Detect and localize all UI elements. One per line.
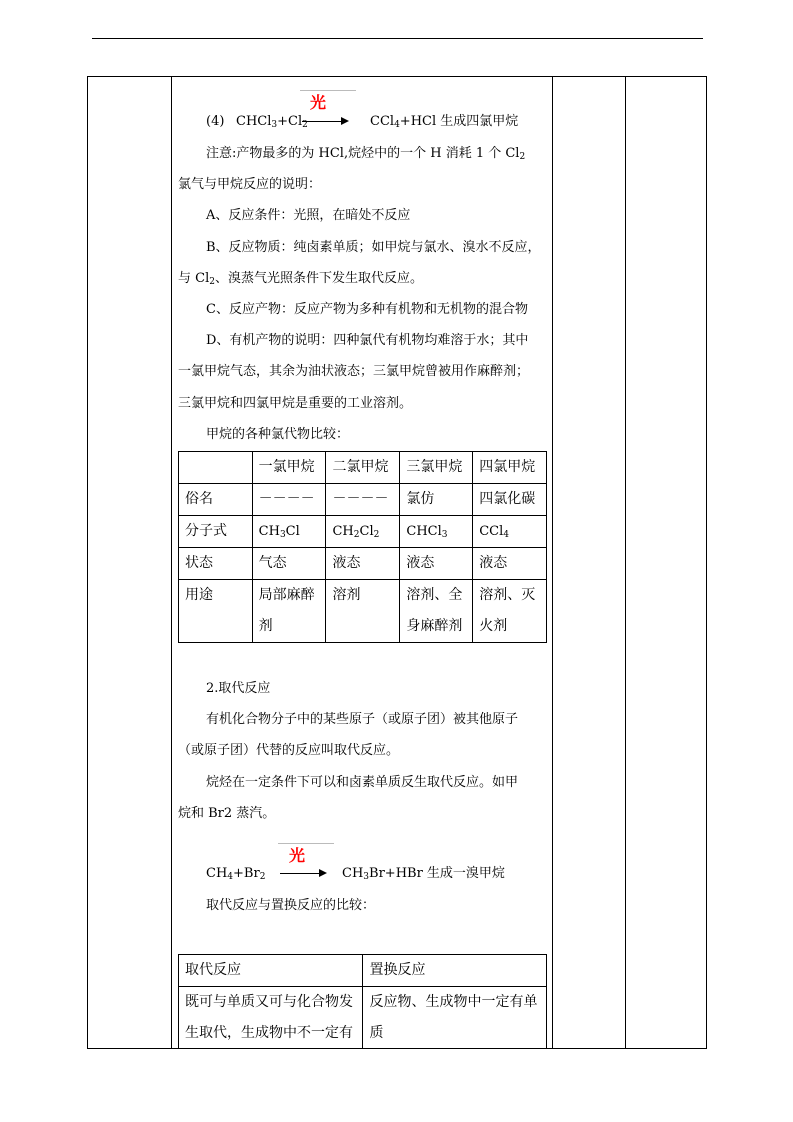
reaction-4-products: CCl$_4$+HCl 生成四氯甲烷: [370, 114, 519, 130]
compare2-title: 取代反应与置换反应的比较：: [206, 898, 376, 913]
table-header-cell: 置换反应: [363, 955, 547, 987]
table-cell: 分子式: [179, 516, 253, 548]
compare2-table-clip: [178, 954, 547, 1049]
arrow-top-rule: [300, 90, 356, 91]
explain-b-line1: B、反应物质：纯卤素单质；如甲烷与氯水、溴水不反应，: [206, 240, 541, 255]
reaction-arrow-shaft: [280, 873, 320, 874]
chloromethane-table: [178, 451, 547, 643]
table-row: [179, 987, 547, 1050]
compare2-left-line2: 生取代，生成物中不一定有: [185, 1025, 353, 1041]
table-cell: 气态: [252, 548, 326, 580]
compare2-table: [178, 954, 547, 1049]
table-cell: CCl$_4$: [473, 516, 547, 548]
table-cell: 俗名: [179, 484, 253, 516]
table-cell: [363, 987, 547, 1050]
table-row: [179, 580, 547, 643]
table-cell: 液态: [400, 548, 473, 580]
table-cell: 四氯化碳: [473, 484, 547, 516]
compare2-right-line1: 反应物、生成物中一定有单: [369, 994, 538, 1010]
explain-b-line2: 与 $Cl_2$、溴蒸气光照条件下发生取代反应。: [178, 271, 423, 287]
table-cell: －－－－: [326, 484, 400, 516]
table-row: [179, 516, 547, 548]
table-cell: 液态: [473, 548, 547, 580]
table-cell: 溶剂、全身麻醉剂: [400, 580, 473, 643]
column-divider-1: [171, 76, 172, 1049]
table-header-row: [179, 955, 547, 987]
table-cell: 溶剂: [326, 580, 400, 643]
explain-d-line1: D、有机产物的说明：四种氯代有机物均难溶于水；其中: [206, 333, 529, 348]
table-cell: $CH_3Cl$: [252, 516, 326, 548]
arrow-top-rule: [278, 843, 334, 844]
reaction-arrow-icon: [319, 869, 327, 877]
table-header-cell: [179, 452, 253, 484]
table-row: [179, 548, 547, 580]
compare2-left-line1: 既可与单质又可与化合物发: [185, 994, 353, 1010]
table-cell: －－－－: [252, 484, 326, 516]
table-cell: CHCl$_3$: [400, 516, 473, 548]
table-cell: 用途: [179, 580, 253, 643]
reaction-arrow-shaft: [302, 121, 342, 122]
chloro-compare-title: 甲烷的各种氯代物比较：: [206, 427, 350, 442]
table-cell: $CH_2Cl_2$: [326, 516, 400, 548]
table-header-cell: 取代反应: [179, 955, 363, 987]
reaction-4-reactants: $CHCl_3+Cl_2$: [236, 114, 308, 130]
column-divider-3: [625, 76, 626, 1049]
header-rule: [92, 38, 703, 39]
explain-c: C、反应产物：反应产物为多种有机物和无机物的混合物: [206, 302, 528, 317]
table-header-cell: 二氯甲烷: [326, 452, 400, 484]
table-row: [179, 484, 547, 516]
column-divider-2: [552, 76, 553, 1049]
light-condition-label: 光: [310, 93, 327, 112]
reaction-arrow-icon: [341, 117, 349, 125]
alkane-para-line1: 烷烃在一定条件下可以和卤素单质反生取代反应。如甲: [206, 775, 519, 790]
table-cell: [179, 987, 363, 1050]
table-header-cell: 一氯甲烷: [252, 452, 326, 484]
note-text: 注意:产物最多的为 HCl,烷烃中的一个 H 消耗 1 个 $Cl_2$: [206, 146, 526, 162]
table-header-row: [179, 452, 547, 484]
explain-d-line3: 三氯甲烷和四氯甲烷是重要的工业溶剂。: [178, 396, 413, 411]
explain-d-line2: 一氯甲烷气态，其余为油状液态；三氯甲烷曾被用作麻醉剂；: [178, 364, 530, 379]
table-cell: 局部麻醉剂: [252, 580, 326, 643]
reaction-4-prefix: (4): [206, 114, 225, 129]
table-cell: 状态: [179, 548, 253, 580]
substitution-def-line1: 有机化合物分子中的某些原子（或原子团）被其他原子: [206, 712, 519, 727]
bromination-products: $CH_3Br+HBr$ 生成一溴甲烷: [342, 866, 505, 882]
explain-a: A、反应条件：光照，在暗处不反应: [206, 208, 411, 223]
explain-intro: 氯气与甲烷反应的说明：: [178, 177, 322, 192]
table-cell: 溶剂、灭火剂: [473, 580, 547, 643]
compare2-right-line2: 质: [369, 1025, 384, 1041]
table-cell: 氯仿: [400, 484, 473, 516]
section-2-title: 2.取代反应: [206, 681, 271, 696]
light-condition-label: 光: [289, 846, 306, 865]
substitution-def-line2: （或原子团）代替的反应叫取代反应。: [178, 743, 400, 758]
bromination-reactants: $CH_4+Br_2$: [206, 866, 266, 882]
table-header-cell: 三氯甲烷: [400, 452, 473, 484]
table-cell: 液态: [326, 548, 400, 580]
alkane-para-line2: 烷和 Br2 蒸汽。: [178, 806, 276, 821]
table-header-cell: 四氯甲烷: [473, 452, 547, 484]
